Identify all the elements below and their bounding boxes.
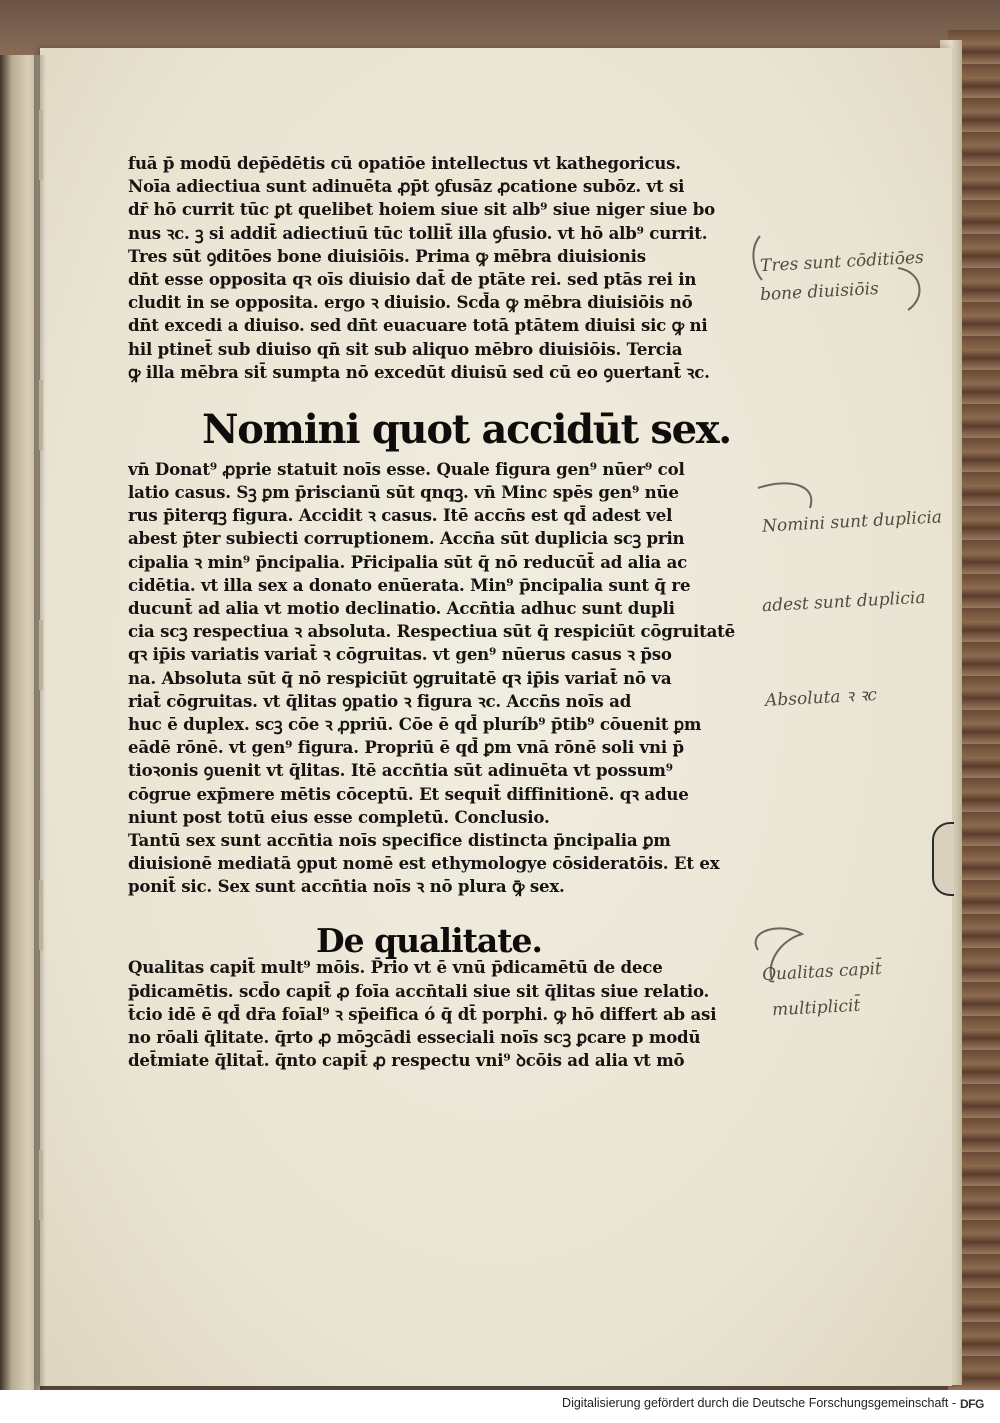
binding-thread	[38, 380, 43, 450]
text-line: cludit in se opposita. ergo ꝛ diuisio. Scd̄a ꝙ mēbra diuisiōis nō	[128, 292, 693, 313]
text-line: cipalia ꝛ min⁹ p̄ncipalia. Pr̄icipalia sūt q̄ nō reducūt̄ ad alia ac	[128, 551, 688, 572]
paragraph-group-3	[128, 956, 746, 1072]
text-line: det̄miate q̄litat̄. q̄nto capit̄ ꝓ respectu vni⁹ ꝺcōis ad alia vt mō	[128, 1050, 685, 1071]
text-line: ponit̄ sic. Sex sunt accn̄tia noīs ꝛ nō plura ꝙ̄ sex.	[128, 876, 565, 897]
marginal-note: Absoluta ꝛ ꝛc	[764, 685, 878, 711]
handwriting-flourish	[748, 228, 938, 328]
text-line: no rōali q̄litate. q̄rto ꝓ mōꝫcādi esseciali noīs scꝫ ꝑcare p modū	[128, 1027, 701, 1047]
handwriting-flourish	[742, 920, 942, 1030]
marginal-note: Qualitas capit̄	[761, 958, 883, 986]
text-line: Tres sūt ꝯditōes bone diuisiōis. Prima ꝙ mēbra diuisionis	[128, 245, 646, 266]
text-line: p̄dicamētis. scd̄o capit̄ ꝓ foīa accn̄tali siue sit q̄litas siue relatio.	[128, 980, 710, 1001]
text-line: Noīa adiectiua sunt adinuēta ꝓp̄t ꝯfusāz ꝓcatione subōz. vt si	[128, 176, 685, 197]
text-line: fuā p̄ modū dep̄ēdētis cū opatiōe intellectus vt kathegoricus.	[128, 153, 681, 173]
footer-credit: Digitalisierung gefördert durch die Deutsche Forschungsgemeinschaft -	[562, 1396, 956, 1410]
text-line: cidētia. vt illa sex a donato enūerata. Min⁹ p̄ncipalia sunt q̄ re	[128, 574, 691, 595]
text-line: cōgrue exp̄mere mētis cōceptū. Et sequit̄ diffinitionē. qꝛ adue	[128, 783, 689, 804]
binding-thread	[38, 110, 43, 180]
marginal-note: Nomini sunt duplicia	[761, 507, 943, 537]
text-line: latio casus. Sꝫ ꝑm p̄riscianū sūt qnqꝫ. vn̄ Minc spēs gen⁹ nūe	[128, 482, 679, 503]
binding-thread	[38, 1150, 43, 1220]
text-line: vn̄ Donat⁹ ꝓprie statuit noīs esse. Quale figura gen⁹ nūer⁹ col	[128, 458, 685, 479]
footer-bar	[0, 1390, 1000, 1423]
text-line: ꝙ illa mēbra sit̄ sumpta nō excedūt diuisū sed cū eo ꝯuertant̄ ꝛc.	[128, 361, 710, 382]
text-line: hil ptinet̄ sub diuiso qn̄ sit sub aliquo mēbro diuisiōis. Tercia	[128, 338, 683, 359]
section-heading: De qualitate.	[316, 921, 542, 960]
text-line: huc ē duplex. scꝫ cōe ꝛ ꝓpriū. Cōe ē qd̄ pluríb⁹ p̄tib⁹ cōuenit ꝑm	[128, 713, 702, 734]
text-line: t̄cio idē ē qd̄ dr̄a foīal⁹ ꝛ sp̄eifica ó q̄ dt̄ porphi. ꝙ hō differt ab asi	[128, 1003, 717, 1024]
text-line: niunt post totū eius esse completū. Conclusio.	[128, 806, 550, 827]
text-line: qꝛ ip̄is variatis variat̄ ꝛ cōgruitas. vt gen⁹ nūerus casus ꝛ p̄so	[128, 644, 672, 665]
text-line: rus p̄iterqꝫ figura. Accidit ꝛ casus. Itē accn̄s est qd̄ adest vel	[128, 505, 673, 526]
text-line: tioꝛonis ꝯuenit vt q̄litas. Itē accn̄tia sūt adinuēta vt possum⁹	[128, 760, 673, 781]
marginal-note: multiplicit̄	[771, 995, 861, 1021]
handwriting-flourish	[748, 478, 938, 558]
text-line: ducunt̄ ad alia vt motio declinatio. Accn̄tia adhuc sunt dupli	[128, 598, 675, 618]
marginal-note: adest sunt duplicia	[761, 587, 926, 617]
text-line: Qualitas capit̄ mult⁹ mōis. P̄rio vt ē vnū p̄dicamētū de dece	[128, 957, 663, 978]
paragraph-group-1	[128, 152, 746, 384]
text-line: dn̄t excedi a diuiso. sed dn̄t euacuare totā ptātem diuisi sic ꝙ ni	[128, 315, 708, 336]
text-line: cia scꝫ respectiua ꝛ absoluta. Respectiua sūt q̄ respiciūt cōgruitatē	[128, 621, 735, 642]
marginal-note: Tres sunt cōditiōes	[759, 247, 925, 277]
paragraph-group-2	[128, 458, 746, 899]
section-heading: Nomini quot accidūt sex.	[202, 406, 731, 453]
text-line: na. Absoluta sūt q̄ nō respiciūt ꝯgruitatē qꝛ ip̄is variat̄ nō va	[128, 667, 672, 688]
text-line: diuisionē mediatā ꝯput nomē est ethymologye cōsideratōis. Et ex	[128, 853, 720, 874]
text-line: dn̄t esse opposita qꝛ oīs diuisio dat̄ de ptāte rei. sed ptās rei in	[128, 268, 697, 289]
text-line: nus ꝛc. ꝫ si addit̄ adiectiuū tūc tollit̄ illa ꝯfusio. vt hō alb⁹ currit.	[128, 222, 708, 243]
text-line: dr̄ hō currit tūc ꝑt quelibet hoiem siue sit alb⁹ siue niger siue bo	[128, 199, 716, 220]
text-line: abest p̄ter subiecti corruptionem. Accn̄a sūt duplicia scꝫ prin	[128, 528, 685, 549]
dfg-logo-icon: DFG	[960, 1397, 984, 1411]
text-line: riat̄ cōgruitas. vt q̄litas ꝯpatio ꝛ figura ꝛc. Accn̄s noīs ad	[128, 690, 632, 711]
page-tab-marker	[932, 822, 954, 896]
text-line: eādē rōnē. vt gen⁹ figura. Propriū ē qd̄ ꝑm vnā rōnē soli vni p̄	[128, 737, 684, 758]
marginal-note: bone diuisiōis	[759, 278, 880, 306]
text-line: Tantū sex sunt accn̄tia noīs specifice distincta p̄ncipalia ꝑm	[128, 829, 671, 850]
binding-thread	[38, 620, 43, 690]
binding-thread	[38, 880, 43, 950]
